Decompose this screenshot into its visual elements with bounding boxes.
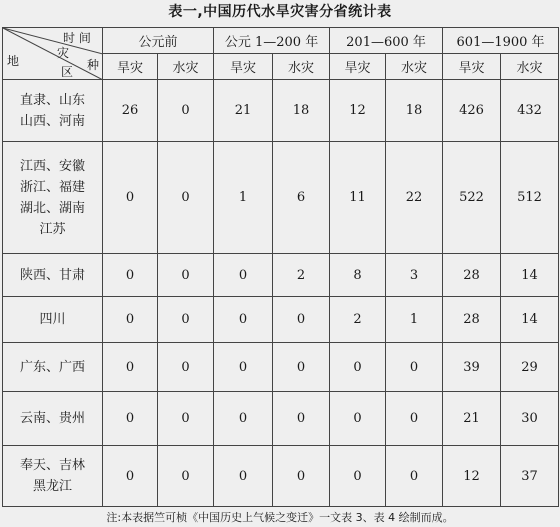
region-line: 山西、河南 bbox=[19, 113, 85, 129]
value-cell: 0 bbox=[103, 142, 158, 254]
flood-header: 水灾 bbox=[158, 54, 214, 80]
value-cell: 22 bbox=[386, 142, 443, 254]
value-cell: 0 bbox=[214, 254, 273, 297]
value-cell: 0 bbox=[330, 446, 386, 507]
value-cell: 426 bbox=[443, 80, 501, 142]
value-cell: 14 bbox=[501, 254, 559, 297]
value-cell: 0 bbox=[103, 297, 158, 343]
corner-label-disaster: 灾 bbox=[57, 46, 70, 60]
value-cell: 21 bbox=[214, 80, 273, 142]
region-line: 浙江、福建 bbox=[19, 179, 85, 195]
value-cell: 0 bbox=[214, 343, 273, 392]
value-cell: 2 bbox=[330, 297, 386, 343]
value-cell: 1 bbox=[386, 297, 443, 343]
value-cell: 0 bbox=[214, 297, 273, 343]
value-cell: 0 bbox=[158, 297, 214, 343]
region-cell bbox=[3, 446, 103, 507]
value-cell: 0 bbox=[330, 343, 386, 392]
value-cell: 0 bbox=[330, 392, 386, 446]
flood-header: 水灾 bbox=[273, 54, 330, 80]
table-row bbox=[3, 297, 559, 343]
value-cell: 0 bbox=[158, 80, 214, 142]
value-cell: 0 bbox=[103, 254, 158, 297]
region-line: 江西、安徽 bbox=[19, 158, 85, 174]
value-cell: 0 bbox=[103, 446, 158, 507]
value-cell: 29 bbox=[501, 343, 559, 392]
value-cell: 18 bbox=[386, 80, 443, 142]
period-header: 201—600 年 bbox=[330, 28, 443, 54]
value-cell: 0 bbox=[214, 392, 273, 446]
value-cell: 1 bbox=[214, 142, 273, 254]
value-cell: 6 bbox=[273, 142, 330, 254]
value-cell: 0 bbox=[273, 343, 330, 392]
region-line: 奉天、吉林 bbox=[19, 458, 85, 473]
value-cell: 0 bbox=[273, 297, 330, 343]
corner-label-time: 时 间 bbox=[63, 31, 91, 45]
region-cell bbox=[3, 142, 103, 254]
value-cell: 11 bbox=[330, 142, 386, 254]
period-header: 601—1900 年 bbox=[443, 28, 559, 54]
value-cell: 14 bbox=[501, 297, 559, 343]
drought-header: 旱灾 bbox=[214, 54, 273, 80]
region-line: 四川 bbox=[39, 312, 66, 327]
region-cell bbox=[3, 343, 103, 392]
region-cell bbox=[3, 80, 103, 142]
value-cell: 522 bbox=[443, 142, 501, 254]
value-cell: 39 bbox=[443, 343, 501, 392]
flood-header: 水灾 bbox=[501, 54, 559, 80]
value-cell: 512 bbox=[501, 142, 559, 254]
region-cell bbox=[3, 254, 103, 297]
value-cell: 2 bbox=[273, 254, 330, 297]
region-line: 湖北、湖南 bbox=[19, 200, 85, 216]
table-row bbox=[3, 142, 559, 254]
table-row bbox=[3, 392, 559, 446]
table-title: 表一,中国历代水旱灾害分省统计表 bbox=[168, 4, 392, 20]
disaster-statistics-table bbox=[2, 27, 558, 506]
drought-header: 旱灾 bbox=[443, 54, 501, 80]
value-cell: 12 bbox=[330, 80, 386, 142]
value-cell: 0 bbox=[158, 343, 214, 392]
table-row bbox=[3, 254, 559, 297]
value-cell: 432 bbox=[501, 80, 559, 142]
value-cell: 0 bbox=[214, 446, 273, 507]
value-cell: 37 bbox=[501, 446, 559, 507]
value-cell: 0 bbox=[386, 392, 443, 446]
header-corner-cell bbox=[3, 28, 103, 80]
table-row bbox=[3, 343, 559, 392]
region-line: 黑龙江 bbox=[32, 479, 72, 494]
region-line: 直隶、山东 bbox=[19, 92, 85, 108]
period-header: 公元 1—200 年 bbox=[214, 28, 330, 54]
value-cell: 0 bbox=[103, 343, 158, 392]
value-cell: 12 bbox=[443, 446, 501, 507]
value-cell: 28 bbox=[443, 254, 501, 297]
corner-label-place: 地 bbox=[7, 54, 20, 68]
region-line: 广东、广西 bbox=[19, 359, 85, 375]
value-cell: 21 bbox=[443, 392, 501, 446]
region-line: 陕西、甘肃 bbox=[19, 267, 85, 283]
value-cell: 0 bbox=[158, 392, 214, 446]
value-cell: 0 bbox=[158, 142, 214, 254]
value-cell: 0 bbox=[158, 446, 214, 507]
footnote: 注:本表据竺可桢《中国历史上气候之变迁》一文表 3、表 4 绘制而成。 bbox=[106, 511, 454, 524]
region-cell bbox=[3, 297, 103, 343]
value-cell: 0 bbox=[103, 392, 158, 446]
corner-label-type: 种 bbox=[87, 58, 100, 72]
value-cell: 26 bbox=[103, 80, 158, 142]
value-cell: 30 bbox=[501, 392, 559, 446]
value-cell: 0 bbox=[386, 343, 443, 392]
period-header: 公元前 bbox=[103, 28, 214, 54]
value-cell: 0 bbox=[386, 446, 443, 507]
value-cell: 0 bbox=[273, 392, 330, 446]
table-row bbox=[3, 80, 559, 142]
flood-header: 水灾 bbox=[386, 54, 443, 80]
value-cell: 18 bbox=[273, 80, 330, 142]
region-line: 江苏 bbox=[39, 221, 66, 237]
table-row bbox=[3, 446, 559, 507]
value-cell: 28 bbox=[443, 297, 501, 343]
region-cell bbox=[3, 392, 103, 446]
drought-header: 旱灾 bbox=[103, 54, 158, 80]
drought-header: 旱灾 bbox=[330, 54, 386, 80]
value-cell: 3 bbox=[386, 254, 443, 297]
value-cell: 0 bbox=[158, 254, 214, 297]
value-cell: 8 bbox=[330, 254, 386, 297]
region-line: 云南、贵州 bbox=[19, 411, 85, 426]
corner-label-region: 区 bbox=[61, 65, 74, 79]
value-cell: 0 bbox=[273, 446, 330, 507]
